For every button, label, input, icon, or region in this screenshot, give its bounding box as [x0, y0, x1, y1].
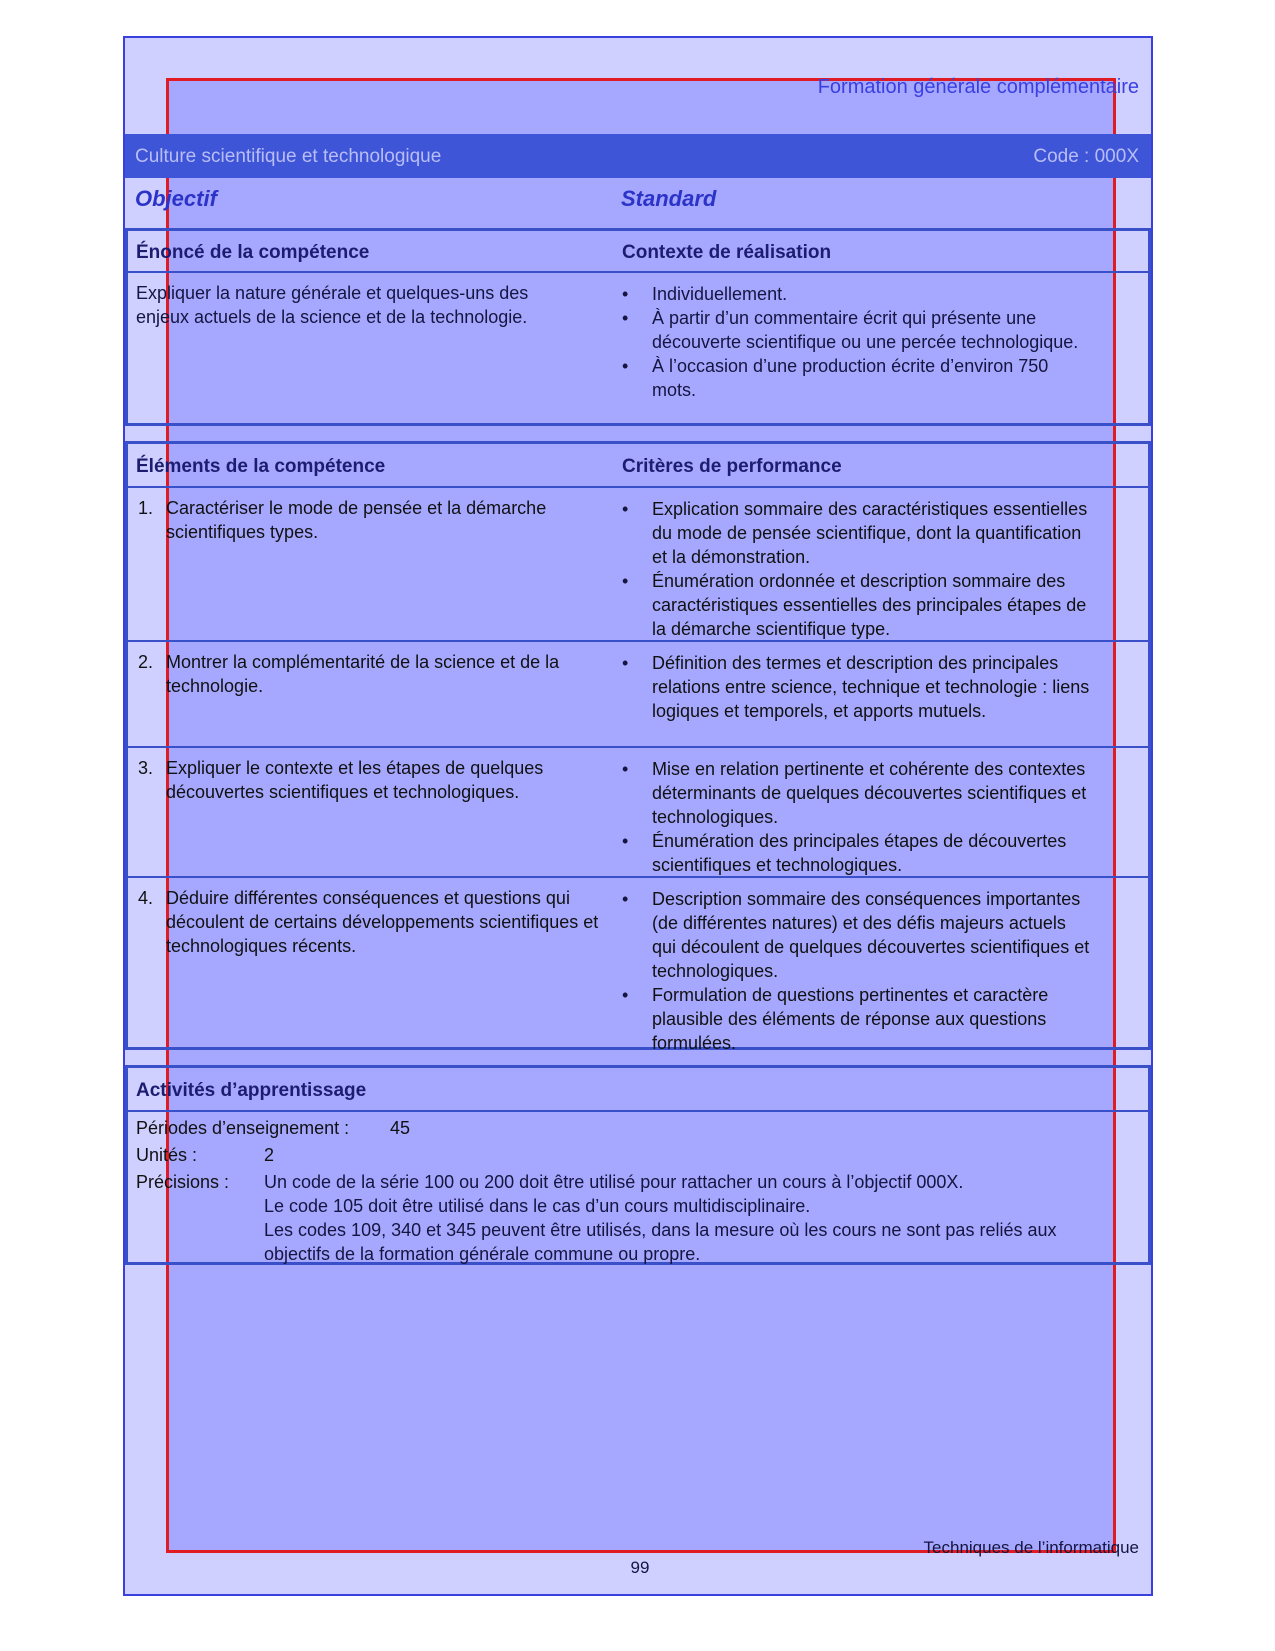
document-page: [123, 36, 1153, 1596]
divider: [128, 640, 1148, 642]
list-item: • Mise en relation pertinente et cohérente des contextes déterminants de quelques découvertes scientifiques et technologiques.: [622, 757, 1092, 829]
enonce-box: [125, 228, 1151, 426]
list-item: • Définition des termes et description des principales relations entre science, technique et technologie : liens logiques et temporels, et apports mutuels.: [622, 651, 1092, 723]
criteres-list: [622, 651, 1092, 723]
periodes-value: 45: [390, 1118, 411, 1138]
precisions-text: [264, 1170, 1084, 1266]
enonce-heading: Énoncé de la compétence: [136, 242, 370, 263]
standard-heading: Standard: [621, 186, 717, 211]
element-number: 3.: [138, 758, 154, 778]
header-title: Formation générale complémentaire: [817, 76, 1139, 98]
periodes-label: Périodes d’enseignement :: [136, 1118, 350, 1138]
criteres-list: [622, 887, 1092, 1055]
contexte-list: [622, 282, 1092, 402]
elements-box: [125, 441, 1151, 1053]
list-item: • Description sommaire des conséquences importantes (de différentes natures) et des défis majeurs actuels qui découlent de quelques découvertes scientifiques et technologiques.: [622, 887, 1092, 983]
element-text: Montrer la complémentarité de la science et de la technologie.: [166, 652, 560, 696]
element-number: 4.: [138, 888, 154, 908]
activites-heading: Activités d’apprentissage: [136, 1080, 367, 1101]
criteres-list: [622, 497, 1092, 641]
element-number: 1.: [138, 498, 154, 518]
list-item: • À partir d’un commentaire écrit qui présente une découverte scientifique ou une percée technologique.: [622, 306, 1092, 354]
divider: [128, 746, 1148, 748]
list-item: • À l’occasion d’une production écrite d’environ 750 mots.: [622, 354, 1092, 402]
list-item: • Explication sommaire des caractéristiques essentielles du mode de pensée scientifique, dont la quantification et la démonstration.: [622, 497, 1092, 569]
enonce-text: Expliquer la nature générale et quelques-uns des enjeux actuels de la science et de la technologie.: [136, 283, 529, 327]
course-title: Culture scientifique et technologique: [135, 146, 442, 167]
elements-heading: Éléments de la compétence: [136, 456, 386, 477]
divider: [128, 486, 1148, 488]
list-item: • Énumération ordonnée et description sommaire des caractéristiques essentielles des principales étapes de la démarche scientifique type.: [622, 569, 1092, 641]
course-code: Code : 000X: [1033, 146, 1139, 167]
precisions-label: Précisions :: [136, 1172, 230, 1192]
activites-box: [125, 1065, 1151, 1265]
unites-label: Unités :: [136, 1145, 198, 1165]
divider: [128, 1110, 1148, 1112]
page-number: 99: [630, 1558, 650, 1577]
criteres-list: [622, 757, 1092, 877]
criteres-heading: Critères de performance: [622, 456, 842, 477]
course-band: [125, 134, 1151, 178]
element-text: Déduire différentes conséquences et questions qui découlent de certains développements scientifiques et technologiques récents.: [166, 888, 599, 956]
unites-value: 2: [264, 1145, 275, 1165]
contexte-heading: Contexte de réalisation: [622, 242, 832, 263]
element-text: Caractériser le mode de pensée et la démarche scientifiques types.: [166, 498, 547, 542]
list-item: • Formulation de questions pertinentes et caractère plausible des éléments de réponse aux questions formulées.: [622, 983, 1092, 1055]
divider: [128, 876, 1148, 878]
element-text: Expliquer le contexte et les étapes de quelques découvertes scientifiques et technologiques.: [166, 758, 544, 802]
precision-line: Les codes 109, 340 et 345 peuvent être utilisés, dans la mesure où les cours ne sont pas reliés aux objectifs de la formation générale commune ou propre.: [264, 1220, 1057, 1264]
list-item: • Énumération des principales étapes de découvertes scientifiques et technologiques.: [622, 829, 1092, 877]
footer-program: Techniques de l’informatique: [923, 1538, 1139, 1557]
precision-line: Un code de la série 100 ou 200 doit être utilisé pour rattacher un cours à l’objectif 000X.: [264, 1172, 964, 1192]
objectif-heading: Objectif: [135, 186, 217, 211]
element-number: 2.: [138, 652, 154, 672]
divider: [128, 271, 1148, 273]
precision-line: Le code 105 doit être utilisé dans le cas d’un cours multidisciplinaire.: [264, 1196, 811, 1216]
list-item: • Individuellement.: [622, 282, 1092, 306]
